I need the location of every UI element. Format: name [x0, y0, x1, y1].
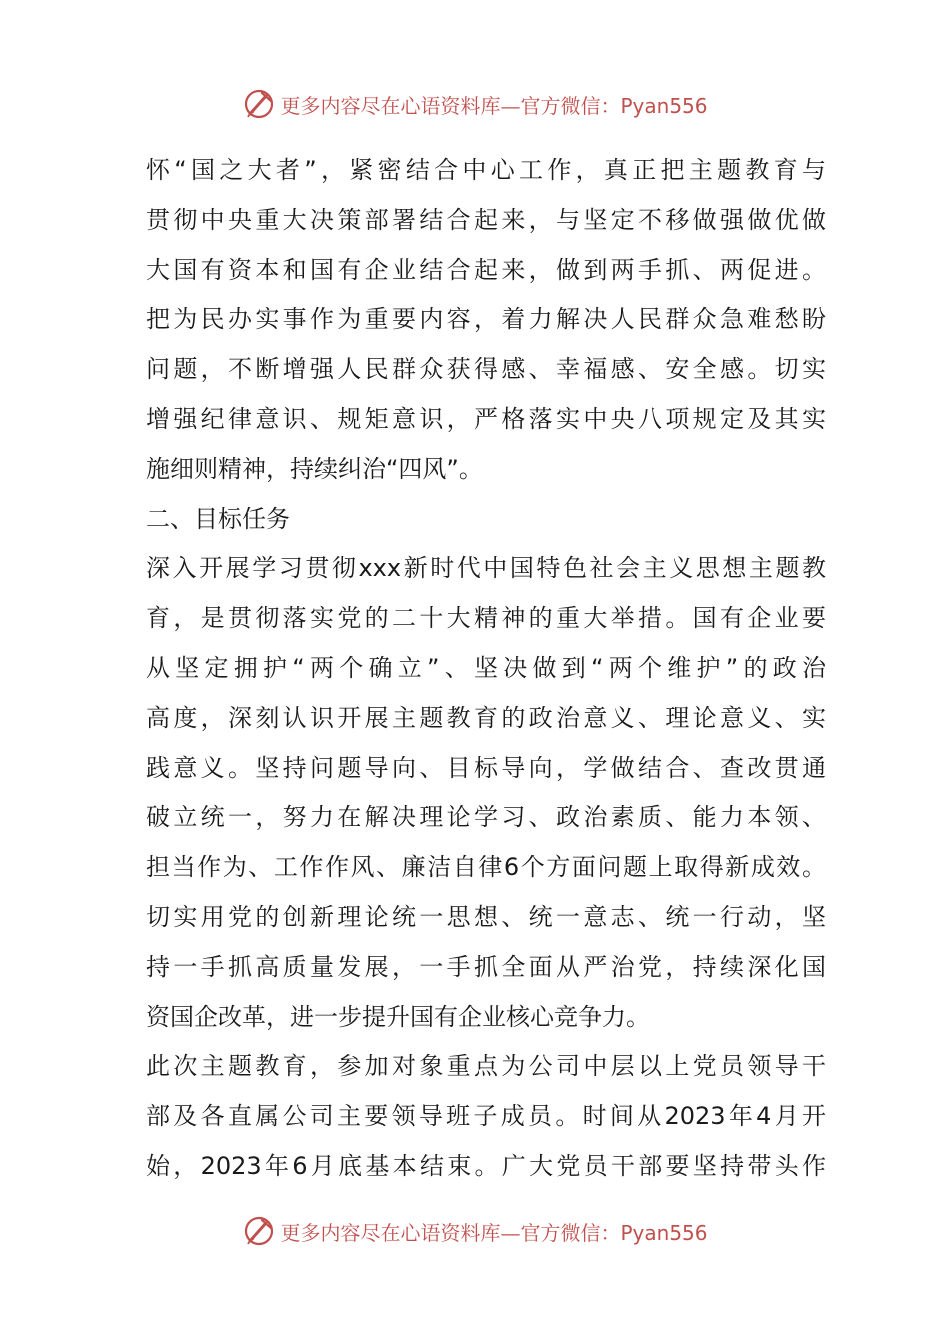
text-line: 把为民办实事作为重要内容，着力解决人民群众急难愁盼 — [146, 305, 826, 334]
text-line: 施细则精神，持续纠治“四风”。 — [146, 454, 483, 483]
text-line: 持一手抓高质量发展，一手抓全面从严治党，持续深化国 — [146, 952, 826, 981]
watermark-text — [280, 1217, 707, 1246]
text-line: 深入开展学习贯彻xxx新时代中国特色社会主义思想主题教 — [146, 554, 826, 583]
text-line: 高度，深刻认识开展主题教育的政治意义、理论意义、实 — [146, 703, 826, 732]
pen-logo-icon — [242, 1214, 276, 1248]
text-line: 践意义。坚持问题导向、目标导向，学做结合、查改贯通 — [146, 753, 826, 782]
watermark-label: 更多内容尽在心语资料库—官方微信： — [280, 1220, 621, 1245]
text-line: 从坚定拥护“两个确立”、坚决做到“两个维护”的政治 — [146, 653, 826, 682]
watermark-label: 更多内容尽在心语资料库—官方微信： — [280, 93, 621, 118]
pen-logo-icon — [242, 87, 276, 121]
text-line: 破立统一，努力在解决理论学习、政治素质、能力本领、 — [146, 803, 826, 832]
text-line: 贯彻中央重大决策部署结合起来，与坚定不移做强做优做 — [146, 205, 826, 234]
text-line: 切实用党的创新理论统一思想、统一意志、统一行动，坚 — [146, 902, 826, 931]
text-line: 大国有资本和国有企业结合起来，做到两手抓、两促进。 — [146, 255, 826, 284]
text-line: 担当作为、工作作风、廉洁自律6个方面问题上取得新成效。 — [146, 853, 826, 882]
text-line: 部及各直属公司主要领导班子成员。时间从2023年4月开 — [146, 1102, 826, 1131]
watermark-wechat-id: Pyan556 — [620, 93, 708, 118]
text-line: 资国企改革，进一步提升国有企业核心竞争力。 — [146, 1002, 650, 1031]
text-line: 始，2023年6月底基本结束。广大党员干部要坚持带头作 — [146, 1151, 826, 1180]
text-line: 问题，不断增强人民群众获得感、幸福感、安全感。切实 — [146, 355, 826, 384]
watermark-header — [0, 84, 950, 124]
document-body — [146, 146, 826, 1192]
watermark-text — [280, 90, 707, 119]
text-line: 二、目标任务 — [146, 504, 290, 533]
text-line: 怀“国之大者”，紧密结合中心工作，真正把主题教育与 — [146, 156, 826, 184]
text-line: 增强纪律意识、规矩意识，严格落实中央八项规定及其实 — [146, 404, 826, 433]
text-line: 育，是贯彻落实党的二十大精神的重大举措。国有企业要 — [146, 604, 826, 633]
text-line: 此次主题教育，参加对象重点为公司中层以上党员领导干 — [146, 1052, 826, 1081]
watermark-wechat-id: Pyan556 — [620, 1220, 708, 1245]
watermark-footer — [0, 1211, 950, 1251]
